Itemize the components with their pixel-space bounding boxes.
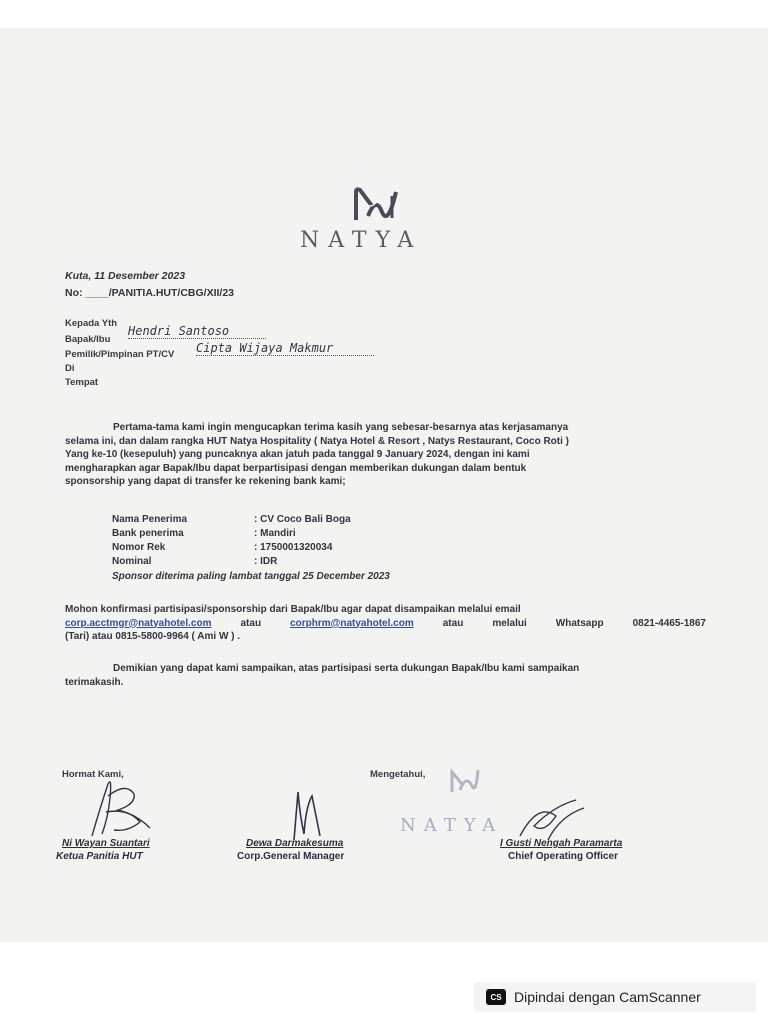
company-stamp: NATYA	[400, 815, 504, 836]
paragraph-line: Yang ke-10 (kesepuluh) yang puncaknya akan jatuh pada tanggal 9 January 2024, dengan ini kami	[65, 449, 530, 460]
email-link[interactable]: corphrm@natyahotel.com	[290, 617, 414, 629]
closing-paragraph	[65, 662, 706, 689]
signature-2-icon	[282, 786, 332, 842]
greeting: Hormat Kami,	[62, 769, 124, 780]
letter-number: No: ____/PANITIA.HUT/CBG/XII/23	[65, 287, 235, 299]
camscanner-badge	[474, 982, 756, 1012]
bank-value: : Mandiri	[254, 528, 296, 539]
recipient-to: Kepada Yth	[65, 318, 118, 329]
bank-label: Bank penerima	[112, 528, 184, 539]
closing-line: Demikian yang dapat kami sampaikan, atas partisipasi serta dukungan Bapak/Ibu kami sampaikan	[113, 663, 580, 674]
sponsor-deadline: Sponsor diterima paling lambat tanggal 25 December 2023	[112, 571, 390, 582]
paragraph-line: selama ini, dan dalam rangka HUT Natya Hospitality ( Natya Hotel & Resort , Natys Restaurant, Coco Roti )	[65, 435, 570, 447]
confirm-line	[65, 617, 706, 631]
bank-value: : IDR	[254, 556, 278, 567]
email-link[interactable]: corp.acctmgr@natyahotel.com	[65, 617, 212, 629]
bank-label: Nomor Rek	[112, 542, 166, 553]
confirm-paragraph	[65, 603, 706, 644]
paragraph-line: mengharapkan agar Bapak/Ibu dapat berpartisipasi dengan memberikan dukungan dalam bentuk	[65, 462, 527, 474]
signer-title: Chief Operating Officer	[508, 851, 619, 862]
recipient-name: Hendri Santoso	[128, 324, 266, 339]
recipient-owner-label: Pemilik/Pimpinan PT/CV	[65, 349, 175, 360]
bank-value: : CV Coco Bali Boga	[254, 514, 351, 525]
recipient-di: Di	[65, 363, 75, 374]
body-paragraph	[65, 421, 706, 489]
acknowledged: Mengetahui,	[370, 769, 426, 780]
confirm-line: Mohon konfirmasi partisipasi/sponsorship dari Bapak/Ibu agar dapat disampaikan melalui email	[65, 604, 521, 615]
signer-name: Ni Wayan Suantari	[62, 838, 150, 849]
letterhead-brand: NATYA	[300, 228, 423, 253]
paragraph-line: Pertama-tama kami ingin mengucapkan terima kasih yang sebesar-besarnya atas kerjasamanya	[113, 422, 569, 433]
closing-line: terimakasih.	[65, 676, 124, 688]
signature-3-icon	[514, 796, 604, 844]
signature-1-icon	[78, 778, 168, 840]
stamp-logo-icon	[448, 766, 482, 796]
recipient-company: Cipta Wijaya Makmur	[196, 341, 374, 356]
camscanner-logo-icon: CS	[486, 989, 506, 1005]
paragraph-line: sponsorship yang dapat di transfer ke rekening bank kami;	[65, 476, 346, 487]
confirm-atau: atau	[240, 617, 262, 629]
signer-name: Dewa Darmakesuma	[246, 838, 344, 849]
signer-name: I Gusti Nengah Paramarta	[500, 838, 623, 849]
signer-title: Ketua Panitia HUT	[56, 851, 143, 862]
bank-label: Nama Penerima	[112, 514, 188, 525]
recipient-tempat: Tempat	[65, 377, 99, 388]
recipient-salutation: Bapak/Ibu	[65, 334, 111, 345]
bank-value: : 1750001320034	[254, 542, 333, 553]
place-date: Kuta, 11 Desember 2023	[65, 270, 186, 282]
bank-label: Nominal	[112, 556, 152, 567]
whatsapp-text: atau melalui Whatsapp 0821-4465-1867	[442, 617, 706, 629]
natya-logo-icon	[352, 186, 402, 224]
signer-title: Corp.General Manager	[237, 851, 345, 862]
confirm-line: (Tari) atau 0815-5800-9964 ( Ami W ) .	[65, 631, 241, 642]
camscanner-label: Dipindai dengan CamScanner	[514, 989, 701, 1005]
